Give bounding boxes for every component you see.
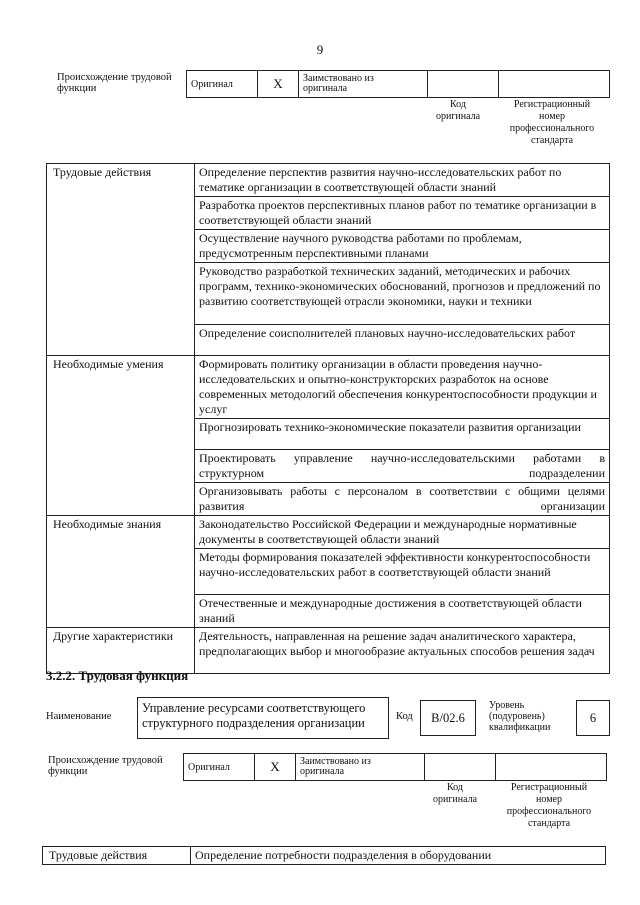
function-code-value: B/02.6 bbox=[420, 700, 476, 736]
level-label-line: Уровень bbox=[489, 700, 525, 711]
reg-number-caption bbox=[490, 782, 608, 830]
code-original-caption bbox=[425, 99, 491, 123]
labor-function-table bbox=[46, 163, 610, 674]
skill-item: Прогнозировать технико-экономические показатели развития организации bbox=[195, 419, 610, 450]
skill-item: Формировать политику организации в области проведения научно-исследовательских и опытно-конструкторских разработок на основе современных методологий обеспечения конкурентоспособности продукции и услуг bbox=[195, 356, 610, 419]
knowledge-item: Методы формирования показателей эффективности конкурентоспособности научно-исследовательских работ в соответствующей области знаний bbox=[195, 549, 610, 595]
origin-label-line: функции bbox=[48, 766, 88, 777]
labor-action-item: Осуществление научного руководства работами по проблемам, предусмотренным перспективными планами bbox=[195, 230, 610, 263]
borrowed-text: оригинала bbox=[303, 83, 348, 94]
other-characteristics-item: Деятельность, направленная на решение задач аналитического характера, предполагающих выбор и многообразие актуальных способов решения задач bbox=[195, 628, 610, 674]
knowledge-item: Отечественные и международные достижения в соответствующей области знаний bbox=[195, 595, 610, 628]
caption-line: оригинала bbox=[432, 794, 478, 805]
borrowed-text: Заимствовано из bbox=[303, 73, 374, 84]
original-mark: X bbox=[258, 71, 299, 98]
caption-line: Регистрационный bbox=[513, 99, 591, 110]
origin-label bbox=[57, 72, 172, 94]
labor-action-item: Руководство разработкой технических заданий, методических и рабочих программ, технико-экономических обоснований, прогнозов и предложений по развитию соответствующей отрасли экономики, науки и техники bbox=[195, 263, 610, 325]
qualification-level-value: 6 bbox=[576, 700, 610, 736]
origin-table bbox=[186, 70, 610, 98]
labor-actions-label: Трудовые действия bbox=[47, 164, 195, 356]
original-text: Оригинал bbox=[191, 78, 233, 90]
function-name-value: Управление ресурсами соответствующего структурного подразделения организации bbox=[137, 697, 389, 739]
code-original-cell bbox=[428, 71, 499, 98]
labor-action-item: Определение потребности подразделения в оборудовании bbox=[191, 847, 606, 865]
labor-function-table-2 bbox=[42, 846, 606, 865]
reg-number-cell bbox=[499, 71, 610, 98]
level-label-line: квалификации bbox=[489, 722, 551, 733]
origin-label-line: функции bbox=[57, 83, 97, 94]
caption-line: Регистрационный bbox=[510, 782, 588, 793]
borrowed-cell bbox=[299, 71, 428, 98]
other-characteristics-label: Другие характеристики bbox=[47, 628, 195, 674]
level-label-line: (подуровень) bbox=[489, 711, 545, 722]
origin-label bbox=[48, 755, 163, 777]
labor-action-item: Разработка проектов перспективных планов работ по тематике организации в соответствующей области знаний bbox=[195, 197, 610, 230]
caption-line: профессионального bbox=[506, 806, 592, 817]
origin-label-line: Происхождение трудовой bbox=[57, 72, 172, 83]
borrowed-text: Заимствовано из bbox=[300, 756, 371, 767]
origin-label-line: Происхождение трудовой bbox=[48, 755, 163, 766]
borrowed-text: оригинала bbox=[300, 766, 345, 777]
original-mark: X bbox=[255, 754, 296, 781]
origin-table bbox=[183, 753, 607, 781]
borrowed-cell bbox=[296, 754, 425, 781]
caption-line: Код bbox=[447, 782, 463, 793]
reg-number-cell bbox=[496, 754, 607, 781]
qualification-level-label bbox=[489, 700, 569, 733]
caption-line: номер bbox=[539, 111, 565, 122]
code-original-caption bbox=[422, 782, 488, 806]
skill-item: Проектировать управление научно-исследовательскими работами в структурном подразделении bbox=[195, 450, 610, 483]
labor-action-item: Определение перспектив развития научно-исследовательских работ по тематике организации в соответствующей области знаний bbox=[195, 164, 610, 197]
reg-number-caption bbox=[493, 99, 611, 147]
caption-line: номер bbox=[536, 794, 562, 805]
section-title: 3.2.2. Трудовая функция bbox=[46, 668, 189, 683]
original-cell bbox=[187, 71, 258, 98]
caption-line: оригинала bbox=[435, 111, 481, 122]
caption-line: Код bbox=[450, 99, 466, 110]
labor-actions-label: Трудовые действия bbox=[43, 847, 191, 865]
code-label: Код bbox=[396, 711, 413, 722]
labor-action-item: Определение соисполнителей плановых научно-исследовательских работ bbox=[195, 325, 610, 356]
caption-line: профессионального bbox=[509, 123, 595, 134]
original-cell bbox=[184, 754, 255, 781]
caption-line: стандарта bbox=[530, 135, 574, 146]
caption-line: стандарта bbox=[527, 818, 571, 829]
name-label: Наименование bbox=[46, 711, 112, 722]
knowledge-item: Законодательство Российской Федерации и международные нормативные документы в соответствующей области знаний bbox=[195, 516, 610, 549]
knowledge-label: Необходимые знания bbox=[47, 516, 195, 628]
skills-label: Необходимые умения bbox=[47, 356, 195, 516]
skill-item: Организовывать работы с персоналом в соответствии с общими целями развития организации bbox=[195, 483, 610, 516]
original-text: Оригинал bbox=[188, 761, 230, 773]
code-original-cell bbox=[425, 754, 496, 781]
page-number: 9 bbox=[316, 42, 324, 57]
